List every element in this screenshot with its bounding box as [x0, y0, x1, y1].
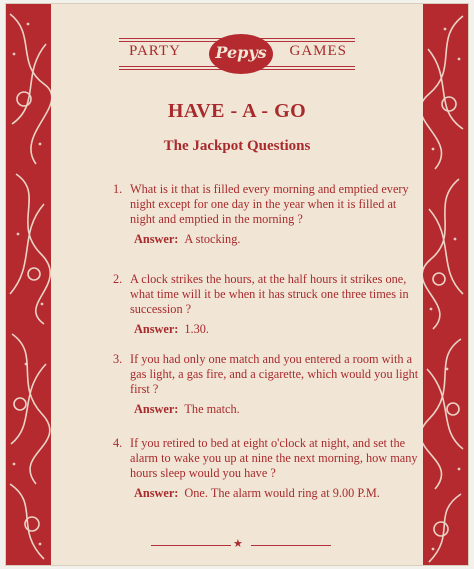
question-text: If you retired to bed at eight o'clock at night, and set the alarm to wake you up at nine the next morning, how many hours sleep would you have ?	[130, 436, 418, 480]
brand-logo: Pepys	[209, 34, 273, 74]
question-item	[113, 352, 423, 417]
answer-label: Answer:	[134, 486, 179, 500]
divider-line	[151, 545, 231, 546]
star-icon: ★	[233, 537, 243, 550]
game-card	[6, 4, 468, 565]
answer-line	[134, 486, 423, 501]
answer-label: Answer:	[134, 322, 179, 336]
answer-text: 1.30.	[184, 322, 209, 336]
answer-label: Answer:	[134, 402, 179, 416]
masthead-banner	[119, 34, 355, 74]
question-text: If you had only one match and you entered a room with a gas light, a gas fire, and a cigarette, which would you light first ?	[130, 352, 419, 396]
question-number: 1.	[113, 182, 123, 196]
question-item	[113, 272, 423, 337]
answer-line	[134, 402, 423, 417]
footer-divider	[151, 537, 331, 551]
question-number: 4.	[113, 436, 123, 450]
question-item	[113, 182, 423, 247]
answer-line	[134, 232, 423, 247]
answer-label: Answer:	[134, 232, 179, 246]
left-streamer-border	[6, 4, 51, 565]
answer-text: One. The alarm would ring at 9.00 P.M.	[184, 486, 380, 500]
masthead-right-word: GAMES	[289, 43, 347, 59]
answer-text: A stocking.	[184, 232, 241, 246]
page-subtitle: The Jackpot Questions	[163, 138, 311, 154]
divider-line	[251, 545, 331, 546]
answer-text: The match.	[184, 402, 240, 416]
question-number: 3.	[113, 352, 123, 366]
masthead-left-word: PARTY	[129, 43, 181, 59]
question-text: A clock strikes the hours, at the half hours it strikes one, what time will it be when it has struck one three times in succession ?	[130, 272, 409, 316]
page-title: HAVE - A - GO	[167, 100, 307, 122]
question-number: 2.	[113, 272, 123, 286]
card-content	[51, 4, 423, 565]
right-streamer-border	[423, 4, 468, 565]
question-item	[113, 436, 423, 501]
answer-line	[134, 322, 423, 337]
question-text: What is it that is filled every morning and emptied every night except for one day in the year when it is filled at night and emptied in the morning ?	[130, 182, 409, 226]
